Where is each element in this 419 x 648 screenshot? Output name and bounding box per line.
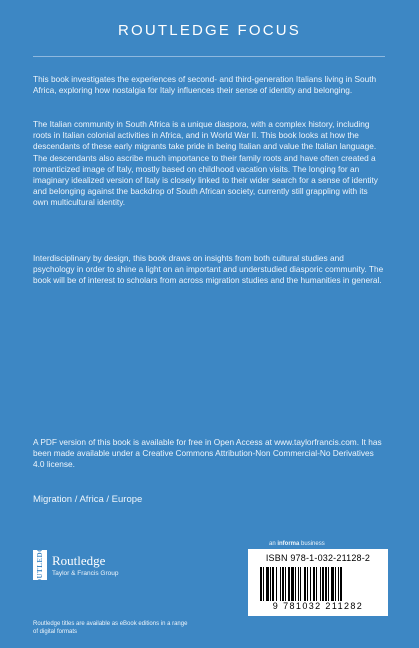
blurb-paragraph-1: This book investigates the experiences of second- and third-generation Italians living in South Africa, exploring how nostalgia for Italy influences their sense of identity and belonging. <box>33 74 377 96</box>
ebook-footnote: Routledge titles are available as eBook editions in a range of digital formats <box>33 621 188 635</box>
isbn-barcode-box <box>248 549 388 616</box>
open-access-notice: A PDF version of this book is available for free in Open Access at www.taylorfrancis.com. It has been made available under a Creative Commons Attribution-Non Commercial-No Derivatives 4.0 license. <box>33 437 382 470</box>
imprint-prefix: an <box>269 541 278 547</box>
informa-imprint <box>269 541 325 547</box>
blurb-paragraph-2: The Italian community in South Africa is a unique diaspora, with a complex history, including roots in Italian colonial activities in Africa, and in World War II. This book looks at how the descendants of these early migrants take pride in being Italian and value the Italian language. The descendants also ascribe much importance to their family roots and have often created a romanticized image of Italy, mostly based on childhood vacation visits. The longing for an imaginary idealized version of Italy is closely linked to their wider search for a sense of identity and belonging against the backdrop of South African society, currently still grappling with its own multicultural identity. <box>33 119 378 208</box>
publisher-group: Taylor & Francis Group <box>52 569 119 577</box>
isbn-digits: 9 781032 211282 <box>272 601 364 611</box>
publisher-name: Routledge <box>52 552 106 568</box>
routledge-logo-text <box>52 554 118 577</box>
imprint-brand: informa <box>277 541 300 547</box>
series-title: ROUTLEDGE FOCUS <box>117 22 301 39</box>
barcode-image <box>258 567 378 601</box>
isbn-label: ISBN 978-1-032-21128-2 <box>265 553 371 563</box>
header-divider <box>33 56 385 57</box>
routledge-logo-mark: ROUTLEDGE <box>33 550 47 580</box>
subject-categories: Migration / Africa / Europe <box>33 494 143 505</box>
blurb-paragraph-3: Interdisciplinary by design, this book draws on insights from both cultural studies and psychology in order to shine a light on an important and understudied diasporic community. The book will be of interest to scholars from across migration studies and the humanities in general. <box>33 253 384 286</box>
routledge-logo <box>33 540 119 590</box>
imprint-suffix: business <box>299 541 325 547</box>
